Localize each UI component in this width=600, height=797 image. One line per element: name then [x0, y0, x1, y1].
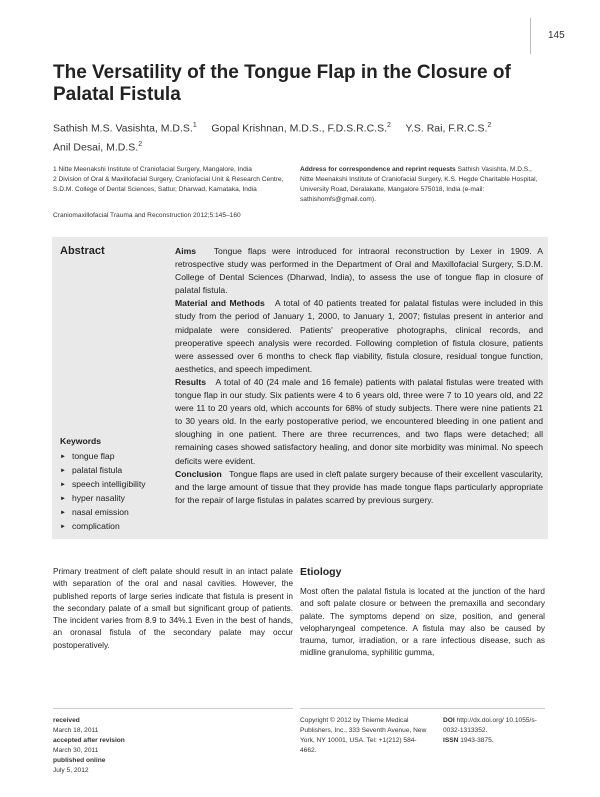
keyword-item: ► hyper nasality [60, 492, 170, 506]
online-label: published online [53, 757, 106, 764]
accepted-date: March 30, 2011 [53, 747, 99, 754]
correspondence-label: Address for correspondence and reprint requests [300, 166, 456, 173]
results-text: A total of 40 (24 male and 16 female) patients with palatal fistulas were treated with tongue flap in our study. Six patients were 4 to 6 years old, three were 7 to 10 years old, and 22 were 11 to 20 years old, which accounts for 68% of study subjects. There were nine patients 21 to 30 years old. In the early postoperative period, we encountered bleeding in one patient and sloughing in one patient. There are three recurrences, and two flaps were detached; all remaining cases showed satisfactory healing, and donor site morbidity was minimal. No speech deficits were evident. [175, 376, 543, 466]
aims-text: Tongue flaps were introduced for intraoral reconstruction by Lexer in 1909. A retrospective study was performed in the Department of Oral and Maxillofacial Surgery, S.D.M. College of Dental Sciences (Dharwad, India), to assess the use of tongue flap in closure of palatal fistula. [175, 246, 543, 296]
correspondence-text: Sathish Vasishta, M.D.S., Nitte Meenakshi Institute of Craniofacial Surgery, K.S. Hegde Charitable Hospital, University Road, Deralakatte, Mangalore 575018, India (e-mail: sathishomfs@gmail.com). [300, 166, 538, 203]
keyword-item: ► tongue flap [60, 450, 170, 464]
article-title: The Versatility of the Tongue Flap in the Closure of Palatal Fistula [53, 62, 511, 105]
abstract-heading: Abstract [60, 245, 105, 257]
journal-citation: Craniomaxillofacial Trauma and Reconstruction 2012;5:145–160 [53, 212, 241, 219]
keywords-heading: Keywords [60, 436, 102, 446]
issn-value: 1943-3875. [460, 737, 494, 744]
conclusion-label: Conclusion [175, 468, 222, 479]
doi-link[interactable]: http://dx.doi.org/ 10.1055/s-0032-1313352. [443, 717, 537, 734]
author-2: Gopal Krishnan, M.D.S., F.D.S.R.C.S. [211, 122, 387, 135]
etiology-heading: Etiology [300, 566, 342, 578]
doi-label: DOI [443, 717, 455, 724]
results-label: Results [175, 376, 207, 387]
footer-rule-left [53, 708, 293, 709]
accepted-label: accepted after revision [53, 737, 125, 744]
etiology-text: Most often the palatal fistula is located at the junction of the hard and soft palate closure or between the premaxilla and secondary palate. The symptoms depend on size, position, and general velopharyngeal competence. A fistula may also be caused by trauma, tumor, irradiation, or a rare infectious disease, such as midline granuloma, syphilitic gumma, [300, 587, 545, 658]
methods-label: Material and Methods [175, 298, 265, 309]
abstract-text [175, 245, 543, 507]
copyright-notice: Copyright © 2012 by Thieme Medical Publishers, Inc., 333 Seventh Avenue, New York, NY 10001, USA. Tel: +1(212) 584-4662. [300, 717, 427, 754]
author-4-sup: 2 [138, 140, 143, 148]
author-1-sup: 1 [192, 122, 197, 129]
methods-text: A total of 40 patients treated for palatal fistulas were included in this study from the period of January 1, 2000, to January 1, 2007; fistulas present in anterior and midpalate were considered. Patients' preoperative photographs, clinical records, and preoperative speech analysis were recorded. Following completion of fistula closure, patients were assessed over 6 months to check flap viability, fistula closure, residual tongue function, aesthetics, and speech impediment. [175, 298, 543, 374]
online-date: July 5, 2012 [53, 767, 89, 774]
author-1: Sathish M.S. Vasishta, M.D.S. [53, 122, 193, 135]
keyword-item: ► speech intelligibility [60, 478, 170, 492]
author-3-sup: 2 [487, 122, 492, 129]
intro-paragraph: Primary treatment of cleft palate should result in an intact palate with separation of the oral and nasal cavities. However, the published reports of large series indicate that fistula is present in the secondary palate of a small but significant group of patients. The incident varies from 8.9 to 34%.1 Even in the best of hands, an oronasal fistula of the secondary palate may occur postoperatively. [53, 567, 293, 650]
keyword-item: ► nasal emission [60, 506, 170, 520]
footer-rule-right [300, 708, 545, 709]
doi-issn [443, 716, 553, 746]
author-2-sup: 2 [387, 122, 391, 129]
received-label: received [53, 717, 80, 724]
header-rule [530, 18, 531, 54]
conclusion-text: Tongue flaps are used in cleft palate surgery because of their excellent vascularity, and the large amount of tissue that they provide has made tongue flaps particularly appropriate for the repair of large fistulas in palates scarred by previous surgery. [175, 468, 543, 505]
keywords-list [60, 450, 170, 535]
keyword-item: ► complication [60, 520, 170, 534]
aims-label: Aims [175, 246, 197, 256]
received-date: March 18, 2011 [53, 727, 99, 734]
issn-label: ISSN [443, 737, 459, 744]
affiliation-1: 1 Nitte Meenakshi Institute of Craniofacial Surgery, Mangalore, India [53, 166, 252, 173]
affiliation-2: 2 Division of Oral & Maxillofacial Surgery, Craniofacial Unit & Research Centre, S.D.M. College of Dental Sciences, Sattur, Dharwad, Karnataka, India [53, 176, 284, 193]
author-list [53, 118, 523, 155]
page-number: 145 [548, 30, 565, 41]
affiliations [53, 165, 298, 195]
author-4: Anil Desai, M.D.S. [53, 141, 139, 153]
correspondence [300, 165, 545, 205]
keyword-item: ► palatal fistula [60, 464, 170, 478]
author-3: Y.S. Rai, F.R.C.S. [405, 122, 488, 135]
article-dates [53, 716, 125, 776]
